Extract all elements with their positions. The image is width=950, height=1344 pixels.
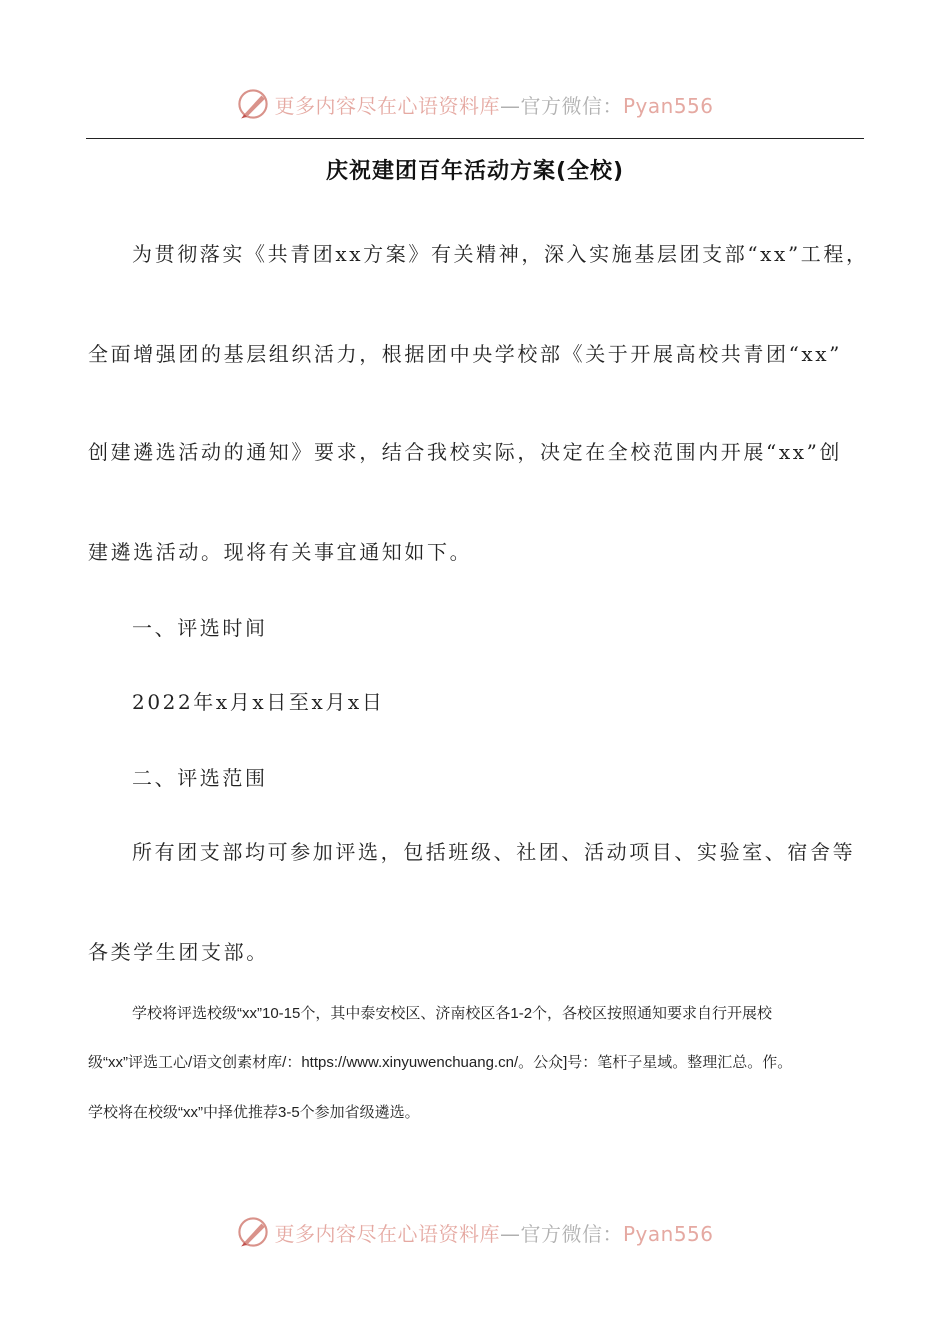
small-line-2: 级“xx”评选工心/语文创素材库/：https://www.xinyuwenchuang.cn/。公众]号：笔杆子星域。整理汇总。作。	[88, 1054, 793, 1071]
watermark-part1: 更多内容尽在心语资料库	[274, 1221, 500, 1246]
watermark-part2: —官方微信：	[499, 1221, 623, 1246]
small-line-3: 学校将在校级“xx”中择优推荐3-5个参加省级遴选。	[88, 1104, 420, 1121]
header-watermark	[0, 84, 950, 124]
watermark-part1: 更多内容尽在心语资料库	[274, 93, 500, 118]
body-line-5: 所有团支部均可参加评选，包括班级、社团、活动项目、实验室、宿舍等	[132, 840, 856, 864]
section-heading-1: 一、评选时间	[132, 616, 268, 640]
small-line-1: 学校将评选校级“xx”10-15个，其中泰安校区、济南校区各1-2个，各校区按照通知要求自行开展校	[132, 1005, 773, 1022]
pen-logo-icon	[236, 87, 270, 121]
watermark-part3: Pyan556	[622, 93, 714, 118]
body-line-1: 为贯彻落实《共青团xx方案》有关精神，深入实施基层团支部“xx”工程，	[132, 242, 869, 266]
body-line-2: 全面增强团的基层组织活力，根据团中央学校部《关于开展高校共青团“xx”	[88, 342, 843, 366]
section-heading-2: 二、评选范围	[132, 766, 268, 790]
body-line-3: 创建遴选活动的通知》要求，结合我校实际，决定在全校范围内开展“xx”创	[88, 440, 843, 464]
watermark-part3: Pyan556	[622, 1221, 714, 1246]
watermark-text	[274, 90, 713, 119]
pen-logo-icon	[236, 1215, 270, 1249]
document-title: 庆祝建团百年活动方案(全校)	[325, 159, 625, 184]
watermark-text	[274, 1218, 713, 1247]
body-line-4: 建遴选活动。现将有关事宜通知如下。	[88, 540, 473, 564]
header-rule	[86, 138, 864, 139]
date-range: 2022年x月x日至x月x日	[132, 690, 385, 714]
footer-watermark	[0, 1212, 950, 1252]
watermark-part2: —官方微信：	[499, 93, 623, 118]
body-line-6: 各类学生团支部。	[88, 940, 269, 964]
